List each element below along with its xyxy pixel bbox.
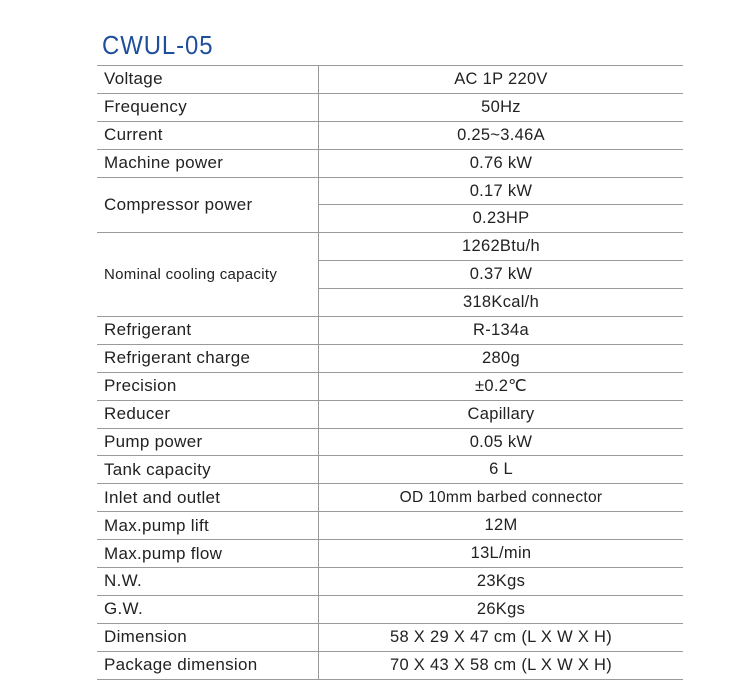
row-value: 0.25~3.46A (457, 125, 545, 144)
row-value: 1262Btu/h (462, 237, 540, 256)
row-value: 13L/min (470, 544, 532, 563)
table-row-tank-capacity (97, 456, 683, 484)
table-row-nominal-cooling-capacity (97, 233, 683, 317)
row-label: Inlet and outlet (97, 484, 319, 511)
row-label: Voltage (97, 66, 319, 93)
row-value: 12M (484, 516, 518, 535)
row-value: 23Kgs (476, 571, 526, 590)
row-value: 318Kcal/h (319, 288, 683, 316)
row-value: OD 10mm barbed connector (399, 488, 603, 506)
table-row-precision (97, 373, 683, 401)
table-row-inlet-outlet (97, 484, 683, 512)
row-label: Dimension (97, 624, 319, 651)
row-value: 26Kgs (476, 599, 526, 618)
row-value: 58 X 29 X 47 cm (L X W X H) (389, 627, 613, 646)
row-value: R-134a (473, 320, 529, 339)
table-row-max-pump-flow (97, 540, 683, 568)
table-row-refrigerant (97, 317, 683, 345)
row-value: 0.05 kW (469, 432, 533, 451)
row-value: 70 X 43 X 58 cm (L X W X H) (389, 655, 613, 674)
row-label: Pump power (97, 429, 319, 456)
row-label: Precision (97, 373, 319, 400)
row-value: 0.76 kW (469, 153, 533, 172)
row-value: AC 1P 220V (454, 69, 548, 88)
row-label: Machine power (97, 150, 319, 177)
row-label: Tank capacity (97, 456, 319, 483)
row-value: 6 L (489, 460, 513, 479)
row-label: N.W. (97, 568, 319, 595)
table-row-voltage (97, 65, 683, 94)
table-row-pump-power (97, 429, 683, 457)
table-row-nw (97, 568, 683, 596)
row-value: 0.17 kW (469, 181, 533, 200)
row-label: G.W. (97, 596, 319, 623)
row-value: 0.23HP (319, 204, 683, 232)
row-value: 280g (482, 348, 520, 367)
row-label: Refrigerant (97, 317, 319, 344)
table-row-reducer (97, 401, 683, 429)
row-label: Current (97, 122, 319, 149)
row-label: Max.pump lift (97, 512, 319, 539)
row-value: ±0.2℃ (474, 377, 528, 396)
row-label: Compressor power (97, 178, 319, 233)
row-value: 0.37 kW (319, 260, 683, 288)
table-row-max-pump-lift (97, 512, 683, 540)
row-label: Max.pump flow (97, 540, 319, 567)
row-label: Frequency (97, 94, 319, 121)
row-label: Refrigerant charge (97, 345, 319, 372)
spec-table (97, 65, 683, 680)
row-value: 50Hz (481, 97, 521, 116)
table-row-gw (97, 596, 683, 624)
table-row-current (97, 122, 683, 150)
table-row-refrigerant-charge (97, 345, 683, 373)
row-label: Package dimension (97, 652, 319, 679)
row-label: Reducer (97, 401, 319, 428)
table-row-machine-power (97, 150, 683, 178)
row-label: Nominal cooling capacity (97, 233, 319, 316)
page-title: CWUL-05 (102, 30, 214, 60)
table-row-frequency (97, 94, 683, 122)
table-row-package-dimension (97, 652, 683, 680)
table-row-dimension (97, 624, 683, 652)
table-row-compressor-power (97, 178, 683, 234)
row-value: Capillary (467, 404, 535, 423)
